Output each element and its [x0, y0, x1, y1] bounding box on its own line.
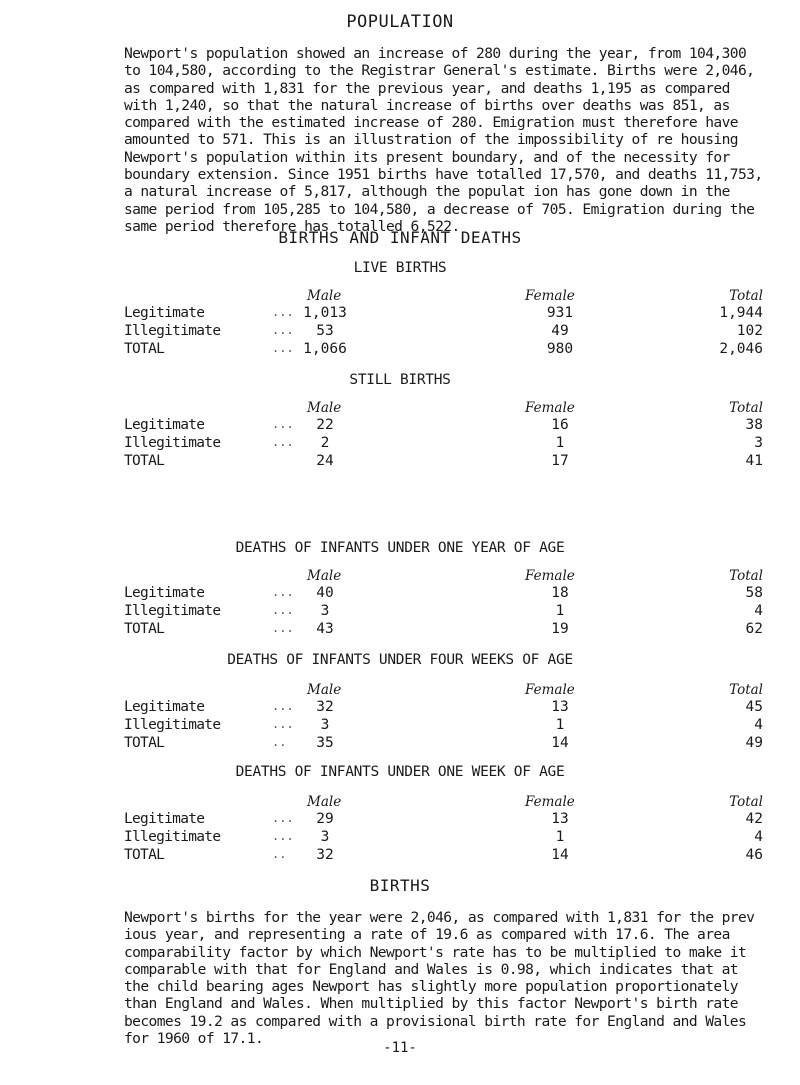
col-header-female: Female	[525, 682, 575, 698]
col-header-female: Female	[525, 794, 575, 810]
cell-female: 49	[551, 323, 569, 339]
col-header-total: Total	[729, 400, 763, 416]
table-row	[0, 717, 800, 735]
births-heading: BIRTHS	[369, 876, 431, 895]
cell-female: 931	[546, 305, 574, 321]
leader-dots: ...	[272, 585, 294, 599]
col-header-male: Male	[307, 568, 342, 584]
col-header-male: Male	[307, 400, 342, 416]
cell-total: 102	[736, 323, 763, 339]
leader-dots: ..	[272, 735, 287, 749]
leader-dots: ...	[272, 829, 294, 843]
cell-male: 40	[316, 585, 334, 601]
table-row	[0, 417, 800, 435]
cell-female: 19	[551, 621, 569, 637]
cell-male: 3	[320, 717, 330, 733]
cell-female: 980	[546, 341, 574, 357]
col-header-female: Female	[525, 288, 575, 304]
row-label: TOTAL	[124, 847, 165, 863]
cell-total: 41	[745, 453, 763, 469]
leader-dots: ...	[272, 305, 294, 319]
cell-total: 46	[745, 847, 763, 863]
cell-male: 2	[320, 435, 330, 451]
cell-total: 45	[745, 699, 763, 715]
deaths-under-one-week-table	[0, 764, 800, 863]
table-title: DEATHS OF INFANTS UNDER ONE WEEK OF AGE	[235, 764, 565, 780]
cell-female: 14	[551, 735, 569, 751]
table-title: LIVE BIRTHS	[353, 260, 447, 276]
leader-dots: ...	[272, 717, 294, 731]
cell-total: 62	[745, 621, 763, 637]
leader-dots: ...	[272, 621, 294, 635]
deaths-under-one-year-table	[0, 540, 800, 637]
table-row	[0, 603, 800, 621]
cell-male: 35	[316, 735, 334, 751]
table-row	[0, 323, 800, 341]
col-header-female: Female	[525, 568, 575, 584]
row-label: Legitimate	[124, 699, 205, 715]
col-header-female: Female	[525, 400, 575, 416]
table-title: DEATHS OF INFANTS UNDER ONE YEAR OF AGE	[235, 540, 565, 556]
row-label: TOTAL	[124, 735, 165, 751]
cell-male: 24	[316, 453, 334, 469]
table-row	[0, 829, 800, 847]
leader-dots: ...	[272, 435, 294, 449]
row-label: Legitimate	[124, 417, 205, 433]
cell-total: 42	[745, 811, 763, 827]
births-infant-deaths-heading: BIRTHS AND INFANT DEATHS	[278, 228, 522, 247]
cell-male: 22	[316, 417, 334, 433]
leader-dots: ...	[272, 341, 294, 355]
page-title: POPULATION	[346, 12, 454, 32]
table-row	[0, 847, 800, 865]
leader-dots: ...	[272, 699, 294, 713]
cell-female: 1	[555, 435, 565, 451]
col-header-male: Male	[307, 794, 342, 810]
col-header-male: Male	[307, 288, 342, 304]
row-label: Illegitimate	[124, 435, 221, 451]
cell-female: 1	[555, 829, 565, 845]
cell-female: 14	[551, 847, 569, 863]
cell-total: 2,046	[719, 341, 763, 357]
table-title: DEATHS OF INFANTS UNDER FOUR WEEKS OF AGE	[227, 652, 573, 668]
row-label: TOTAL	[124, 621, 165, 637]
leader-dots: ...	[272, 603, 294, 617]
cell-male: 53	[316, 323, 334, 339]
row-label: Illegitimate	[124, 717, 221, 733]
page-number: -11-	[383, 1040, 417, 1056]
row-label: Illegitimate	[124, 829, 221, 845]
births-paragraph: Newport's births for the year were 2,046, as compared with 1,831 for the prev ious year, and representing a rate of 19.6 as compared with 17.6. The area comparability factor by which Newport's rate has to be multiplied to make it comparable with that for England and Wales is 0.98, which indicates that at the child bearing ages Newport has slightly more population proportionately than England and Wales. When multiplied by this factor Newport's birth rate becomes 19.2 as compared with a provisional birth rate for England and Wales for 1960 of 17.1.	[124, 909, 755, 1048]
cell-male: 29	[316, 811, 334, 827]
table-row	[0, 435, 800, 453]
leader-dots: ...	[272, 417, 294, 431]
table-row	[0, 341, 800, 359]
cell-male: 32	[316, 847, 334, 863]
cell-male: 1,066	[303, 341, 347, 357]
col-header-total: Total	[729, 682, 763, 698]
row-label: Illegitimate	[124, 323, 221, 339]
cell-female: 13	[551, 699, 569, 715]
leader-dots: ..	[272, 847, 287, 861]
cell-total: 3	[754, 435, 763, 451]
cell-male: 3	[320, 603, 330, 619]
table-row	[0, 621, 800, 639]
row-label: TOTAL	[124, 341, 165, 357]
live-births-table	[0, 260, 800, 357]
table-row	[0, 735, 800, 753]
row-label: Legitimate	[124, 811, 205, 827]
cell-total: 4	[754, 717, 763, 733]
leader-dots: ...	[272, 323, 294, 337]
row-label: Legitimate	[124, 305, 205, 321]
row-label: TOTAL	[124, 453, 165, 469]
cell-male: 3	[320, 829, 330, 845]
cell-female: 1	[555, 603, 565, 619]
table-row	[0, 453, 800, 471]
col-header-male: Male	[307, 682, 342, 698]
cell-female: 17	[551, 453, 569, 469]
leader-dots: ...	[272, 811, 294, 825]
population-paragraph: Newport's population showed an increase of 280 during the year, from 104,300 to 104,580, according to the Registrar General's estimate. Births were 2,046, as compared with 1,831 for the previous year, and deaths 1,195 as compared with 1,240, so that the natural increase of births over deaths was 851, as compared with the estimated increase of 280. Emigration must therefore have amounted to 571. This is an illustration of the impossibility of re housing Newport's population within its present boundary, and of the necessity for boundary extension. Since 1951 births have totalled 17,570, and deaths 11,753, a natural increase of 5,817, although the populat ion has gone down in the same period from 105,285 to 104,580, a decrease of 705. Emigration during the same period therefore has totalled 6,522.	[124, 45, 763, 235]
col-header-total: Total	[729, 568, 763, 584]
row-label: Illegitimate	[124, 603, 221, 619]
cell-total: 38	[745, 417, 763, 433]
table-title: STILL BIRTHS	[349, 372, 451, 388]
cell-female: 13	[551, 811, 569, 827]
cell-total: 4	[754, 603, 763, 619]
table-row	[0, 305, 800, 323]
col-header-total: Total	[729, 794, 763, 810]
table-row	[0, 699, 800, 717]
table-row	[0, 811, 800, 829]
cell-total: 1,944	[719, 305, 763, 321]
still-births-table	[0, 372, 800, 469]
row-label: Legitimate	[124, 585, 205, 601]
cell-female: 16	[551, 417, 569, 433]
cell-total: 49	[745, 735, 763, 751]
cell-total: 4	[754, 829, 763, 845]
deaths-under-four-weeks-table	[0, 652, 800, 751]
table-row	[0, 585, 800, 603]
cell-total: 58	[745, 585, 763, 601]
cell-male: 32	[316, 699, 334, 715]
cell-male: 1,013	[303, 305, 347, 321]
cell-female: 1	[555, 717, 565, 733]
cell-female: 18	[551, 585, 569, 601]
cell-male: 43	[316, 621, 334, 637]
col-header-total: Total	[729, 288, 763, 304]
